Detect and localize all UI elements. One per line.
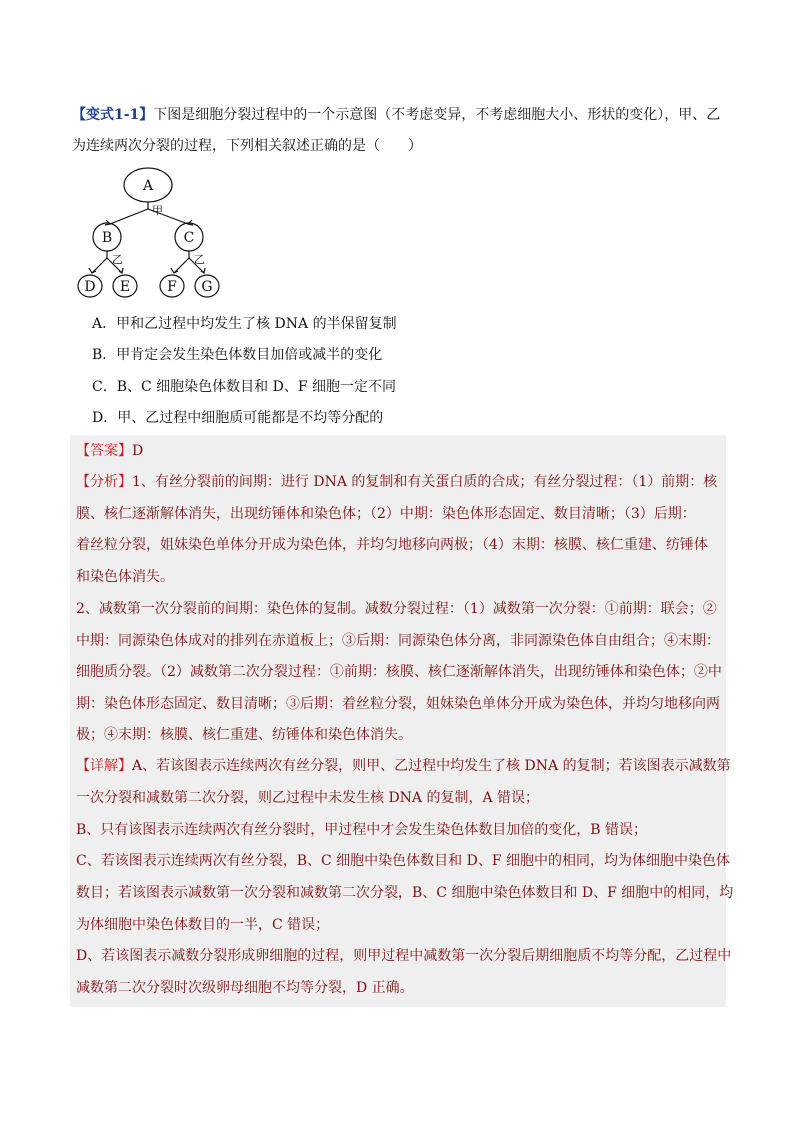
answer-value: D xyxy=(132,443,144,459)
detail-tag: 【详解】 xyxy=(76,758,132,774)
detail-line-6: 为体细胞中染色体数目的一半，C 错误； xyxy=(76,917,330,933)
edge-label-first: 甲 xyxy=(152,204,163,217)
node-c-label: C xyxy=(183,230,195,246)
node-e-label: E xyxy=(119,279,131,295)
answer-analysis-block xyxy=(70,435,734,1007)
option-b: B．甲肯定会发生染色体数目加倍或减半的变化 xyxy=(92,347,383,363)
analysis-line-1: 【分析】1、有丝分裂前的间期：进行 DNA 的复制和有关蛋白质的合成；有丝分裂过程：（1）前期：核 xyxy=(76,474,718,490)
detail-line-7: D、若该图表示减数分裂形成卵细胞的过程，则甲过程中减数第一次分裂后期细胞质不均等分配，乙过程中 xyxy=(76,948,732,964)
node-a-label: A xyxy=(142,178,154,194)
edge-label-second-left: 乙 xyxy=(112,253,123,266)
option-d: D．甲、乙过程中细胞质可能都是不均等分配的 xyxy=(92,410,384,426)
detail-line-2: 一次分裂和减数第二次分裂，则乙过程中未发生核 DNA 的复制，A 错误； xyxy=(76,790,540,806)
analysis-line-8: 期：染色体形态固定、数目清晰；③后期：着丝粒分裂，姐妹染色单体分开成为染色体，并均匀地移向两 xyxy=(76,696,720,712)
analysis-line-6: 中期：同源染色体成对的排列在赤道板上；③后期：同源染色体分离，非同源染色体自由组合；④末期： xyxy=(76,633,720,649)
node-g-label: G xyxy=(201,279,213,295)
analysis-line-9: 极；④末期：核膜、核仁重建、纺锤体和染色体消失。 xyxy=(76,727,412,743)
analysis-line-5: 2、减数第一次分裂前的间期：染色体的复制。减数分裂过程：（1）减数第一次分裂：①前期：联会；② xyxy=(76,601,717,617)
edge-label-second-right: 乙 xyxy=(194,253,205,266)
question-stem xyxy=(72,100,728,162)
analysis-line-2: 膜、核仁逐渐解体消失，出现纺锤体和染色体；（2）中期：染色体形态固定、数目清晰；（3）后期： xyxy=(76,506,696,522)
answer-line xyxy=(76,441,143,461)
detail-line-3: B、只有该图表示连续两次有丝分裂时，甲过程中才会发生染色体数目加倍的变化，B 错误； xyxy=(76,822,648,838)
option-c: C．B、C 细胞染色体数目和 D、F 细胞一定不同 xyxy=(92,379,396,395)
detail-line-8: 减数第二次分裂时次级卵母细胞不均等分裂，D 正确。 xyxy=(76,980,414,996)
answer-tag: 【答案】 xyxy=(76,443,132,459)
analysis-line-3: 着丝粒分裂，姐妹染色单体分开成为染色体，并均匀地移向两极；（4）末期：核膜、核仁重建、纺锤体 xyxy=(76,537,708,553)
node-b-label: B xyxy=(101,230,113,246)
question-stem-line-2: 为连续两次分裂的过程，下列相关叙述正确的是（ ） xyxy=(72,138,422,154)
cell-division-diagram xyxy=(70,165,230,300)
analysis-line-4: 和染色体消失。 xyxy=(76,569,174,585)
node-f-label: F xyxy=(167,279,177,295)
question-stem-line-1: 下图是细胞分裂过程中的一个示意图（不考虑变异，不考虑细胞大小、形状的变化），甲、乙 xyxy=(153,107,721,123)
detail-line-5: 数目；若该图表示减数第一次分裂和减数第二次分裂，B、C 细胞中染色体数目和 D、F 细胞中的相同，均 xyxy=(76,885,734,901)
detail-line-1: 【详解】A、若该图表示连续两次有丝分裂，则甲、乙过程中均发生了核 DNA 的复制；若该图表示减数第 xyxy=(76,758,731,774)
option-a: A．甲和乙过程中均发生了核 DNA 的半保留复制 xyxy=(92,316,397,332)
analysis-line-7: 细胞质分裂。（2）减数第二次分裂过程：①前期：核膜、核仁逐渐解体消失，出现纺锤体和染色体；②中 xyxy=(76,664,722,680)
question-tag: 【变式1-1】 xyxy=(72,107,154,123)
analysis-tag: 【分析】 xyxy=(76,474,132,490)
detail-line-4: C、若该图表示连续两次有丝分裂，B、C 细胞中染色体数目和 D、F 细胞中的相同，均为体细胞中染色体 xyxy=(76,853,730,869)
node-d-label: D xyxy=(84,279,96,295)
